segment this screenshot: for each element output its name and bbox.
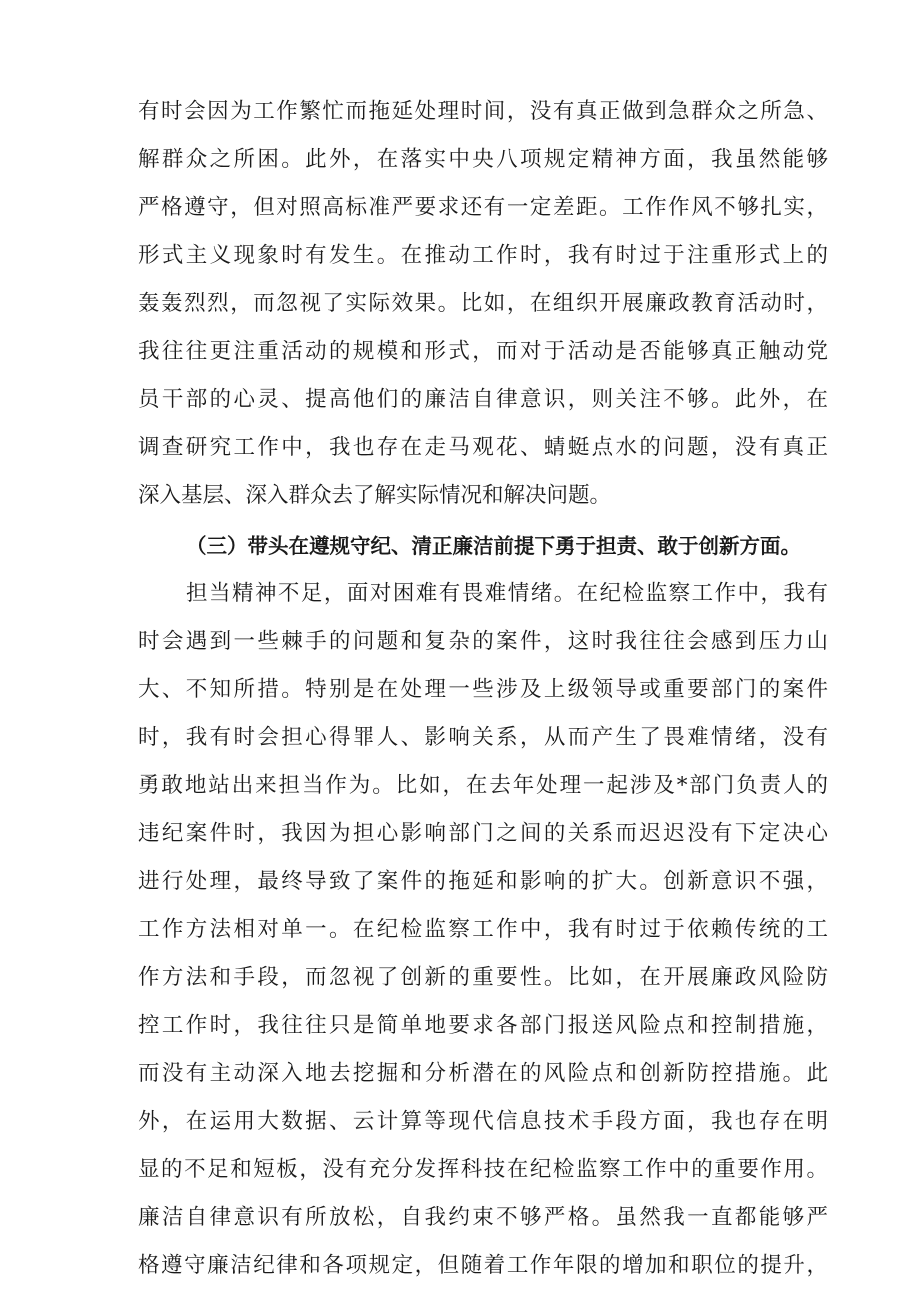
paragraph-line: 员干部的心灵、提高他们的廉洁自律意识，则关注不够。此外，在	[138, 387, 828, 412]
paragraph-line: 严格遵守，但对照高标准严要求还有一定差距。工作作风不够扎实，	[138, 195, 828, 220]
paragraph-line: 轰轰烈烈，而忽视了实际效果。比如，在组织开展廉政教育活动时，	[138, 291, 828, 316]
section-heading: （三）带头在遵规守纪、清正廉洁前提下勇于担责、敢于创新方面。	[186, 534, 801, 558]
paragraph-line: 作方法和手段，而忽视了创新的重要性。比如，在开展廉政风险防	[138, 965, 828, 990]
paragraph-line: 进行处理，最终导致了案件的拖延和影响的扩大。创新意识不强，	[138, 869, 828, 894]
paragraph-line: 担当精神不足，面对困难有畏难情绪。在纪检监察工作中，我有	[186, 581, 828, 606]
paragraph-line: 违纪案件时，我因为担心影响部门之间的关系而迟迟没有下定决心	[138, 821, 828, 846]
paragraph-line: 工作方法相对单一。在纪检监察工作中，我有时过于依赖传统的工	[138, 917, 828, 942]
paragraph-line: 调查研究工作中，我也存在走马观花、蜻蜓点水的问题，没有真正	[138, 435, 828, 460]
paragraph-line: 我往往更注重活动的规模和形式，而对于活动是否能够真正触动党	[138, 339, 828, 364]
paragraph-line: 时，我有时会担心得罪人、影响关系，从而产生了畏难情绪，没有	[138, 725, 828, 750]
paragraph-line: 廉洁自律意识有所放松，自我约束不够严格。虽然我一直都能够严	[138, 1205, 828, 1230]
paragraph-line: 外，在运用大数据、云计算等现代信息技术手段方面，我也存在明	[138, 1109, 828, 1134]
paragraph-line: 形式主义现象时有发生。在推动工作时，我有时过于注重形式上的	[138, 243, 828, 268]
paragraph-line: 格遵守廉洁纪律和各项规定，但随着工作年限的增加和职位的提升，	[138, 1253, 828, 1278]
paragraph-line: 勇敢地站出来担当作为。比如，在去年处理一起涉及*部门负责人的	[138, 773, 828, 798]
paragraph-line: 解群众之所困。此外，在落实中央八项规定精神方面，我虽然能够	[138, 147, 828, 172]
paragraph-line: 控工作时，我往往只是简单地要求各部门报送风险点和控制措施，	[138, 1013, 828, 1038]
paragraph-line: 而没有主动深入地去挖掘和分析潜在的风险点和创新防控措施。此	[138, 1061, 828, 1086]
paragraph-line: 显的不足和短板，没有充分发挥科技在纪检监察工作中的重要作用。	[138, 1157, 828, 1182]
paragraph-line: 深入基层、深入群众去了解实际情况和解决问题。	[138, 483, 612, 508]
paragraph-line: 时会遇到一些棘手的问题和复杂的案件，这时我往往会感到压力山	[138, 629, 828, 654]
paragraph-line: 有时会因为工作繁忙而拖延处理时间，没有真正做到急群众之所急、	[138, 99, 828, 124]
paragraph-line: 大、不知所措。特别是在处理一些涉及上级领导或重要部门的案件	[138, 677, 828, 702]
